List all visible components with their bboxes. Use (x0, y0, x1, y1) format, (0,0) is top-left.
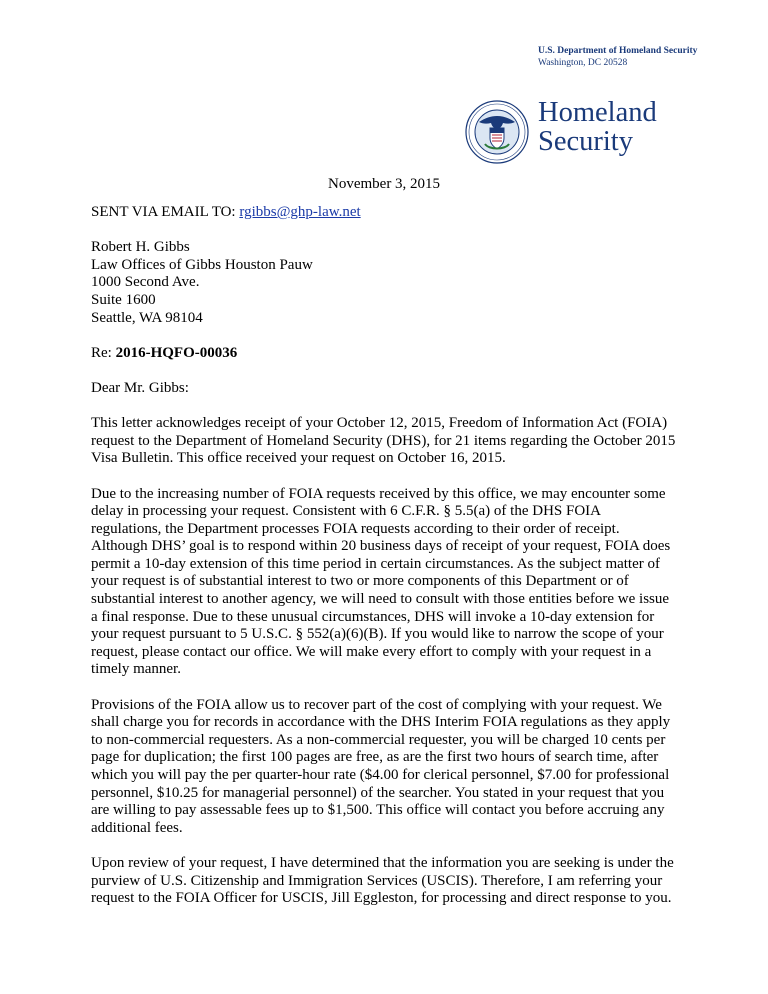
paragraph-line: This letter acknowledges receipt of your October 12, 2015, Freedom of Information Act (FOIA) (91, 415, 668, 432)
paragraph-line: request to the Department of Homeland Security (DHS), for 21 items regarding the October 2015 (91, 432, 676, 449)
paragraph-line: substantial interest to another agency, we will need to consult with those entities before we issue (91, 591, 670, 608)
recipient-line: Law Offices of Gibbs Houston Pauw (91, 256, 313, 273)
agency-name: U.S. Department of Homeland Security (538, 46, 698, 56)
paragraph-line: permit a 10-day extension of this time period in certain circumstances. As the subject matter of (91, 555, 660, 572)
re-label: Re: (91, 344, 116, 361)
recipient-line: Robert H. Gibbs (91, 239, 190, 256)
brand-line-1: Homeland (538, 97, 657, 128)
recipient-address (91, 239, 681, 327)
paragraph-line: request, please contact our office. We will make every effort to comply with your request in a (91, 643, 652, 660)
paragraph-line: Provisions of the FOIA allow us to recover part of the cost of complying with your request. We (91, 696, 662, 713)
paragraph-line: Although DHS’ goal is to respond within 20 business days of receipt of your request, FOIA does (91, 538, 671, 555)
paragraph-line: a final response. Due to these unusual circumstances, DHS will invoke a 10-day extension for (91, 608, 655, 625)
salutation: Dear Mr. Gibbs: (91, 379, 189, 396)
paragraph-line: delay in processing your request. Consistent with 6 C.F.R. § 5.5(a) of the DHS FOIA (91, 503, 601, 520)
email-link[interactable]: rgibbs@ghp-law.net (239, 204, 361, 220)
paragraph-line: additional fees. (91, 819, 183, 836)
dhs-seal-icon (465, 100, 529, 164)
paragraph-line: request to the FOIA Officer for USCIS, Jill Eggleston, for processing and direct response to you. (91, 890, 672, 907)
agency-address: Washington, DC 20528 (538, 58, 628, 68)
letter-body (91, 204, 681, 925)
paragraph-line: Upon review of your request, I have determined that the information you are seeking is under the (91, 854, 674, 871)
paragraph-line: are willing to pay assessable fees up to $1,500. This office will contact you before accruing any (91, 802, 665, 819)
paragraph-extension (91, 486, 681, 680)
paragraph-acknowledgment (91, 415, 681, 468)
sent-via-line (91, 204, 681, 222)
recipient-line: 1000 Second Ave. (91, 274, 200, 291)
brand-line-2: Security (538, 126, 633, 157)
paragraph-line: your request pursuant to 5 U.S.C. § 552(a)(6)(B). If you would like to narrow the scope of your (91, 626, 664, 643)
paragraph-fees (91, 697, 681, 838)
agency-header (538, 45, 697, 69)
paragraph-line: to non-commercial requesters. As a non-commercial requester, you will be charged 10 cents per (91, 731, 666, 748)
re-line (91, 345, 681, 363)
paragraph-line: Visa Bulletin. This office received your request on October 16, 2015. (91, 450, 506, 467)
paragraph-line: regulations, the Department processes FOIA requests according to their order of receipt. (91, 520, 620, 537)
paragraph-line: page for duplication; the first 100 pages are free, as are the first two hours of search time, after (91, 749, 659, 766)
paragraph-line: purview of U.S. Citizenship and Immigration Services (USCIS). Therefore, I am referring your (91, 872, 663, 889)
case-number: 2016-HQFO-00036 (115, 344, 238, 361)
paragraph-line: which you will pay the per quarter-hour rate ($4.00 for clerical personnel, $7.00 for professional (91, 767, 670, 783)
paragraph-line: your request is of substantial interest to two or more components of this Department or of (91, 573, 629, 590)
brand-wordmark (538, 98, 657, 156)
paragraph-referral (91, 855, 681, 908)
sent-via-label: SENT VIA EMAIL TO: (91, 204, 240, 220)
recipient-line: Seattle, WA 98104 (91, 309, 203, 326)
paragraph-line: timely manner. (91, 661, 181, 678)
paragraph-line: personnel, $10.25 for managerial personnel) of the searcher. You stated in your request that you (91, 784, 665, 801)
paragraph-line: Due to the increasing number of FOIA requests received by this office, we may encounter some (91, 485, 666, 502)
letter-date: November 3, 2015 (328, 176, 441, 192)
recipient-line: Suite 1600 (91, 291, 156, 308)
paragraph-line: shall charge you for records in accordance with the DHS Interim FOIA regulations as they apply (91, 714, 671, 731)
